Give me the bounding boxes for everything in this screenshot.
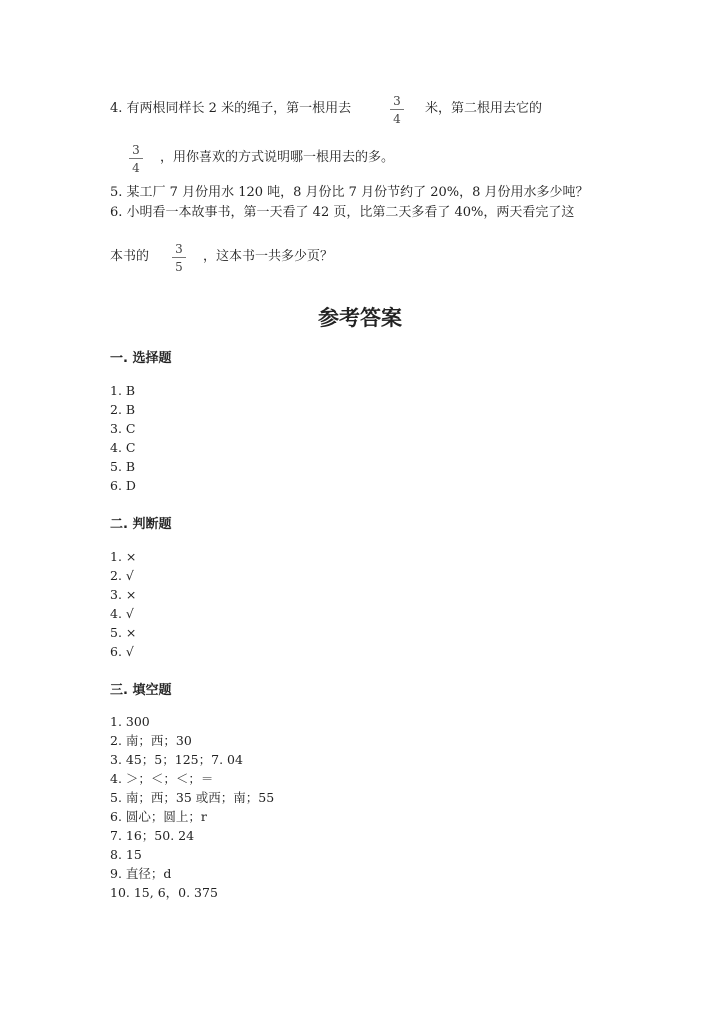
answer-item: 7. 16；50. 24: [110, 828, 195, 843]
answer-item: 3. C: [110, 421, 136, 436]
fraction-bar: [172, 257, 186, 258]
fraction-denominator: 5: [175, 260, 183, 274]
answer-item: 4. √: [110, 606, 134, 621]
fraction-bar: [390, 109, 404, 110]
answer-item: 4. C: [110, 440, 136, 455]
fraction-denominator: 4: [132, 161, 140, 175]
question-6-line-2b: ，这本书一共多少页？: [203, 249, 334, 264]
fraction-numerator: 3: [175, 242, 183, 256]
answer-item: 2. B: [110, 402, 136, 417]
section-heading-judge: 二. 判断题: [110, 517, 172, 532]
fraction-bar: [129, 158, 143, 159]
question-4-line-2: ，用你喜欢的方式说明哪一根用去的多。: [160, 150, 395, 165]
question-6-line-1: 6. 小明看一本故事书，第一天看了 42 页，比第二天多看了 40%，两天看完了这: [110, 205, 575, 220]
answer-item: 5. B: [110, 459, 136, 474]
answer-key-title: 参考答案: [318, 306, 402, 330]
answer-item: 3. ×: [110, 587, 137, 602]
answer-item: 6. 圆心；圆上；r: [110, 809, 207, 824]
answer-item: 5. 南；西；35 或西；南；55: [110, 790, 275, 805]
fraction-denominator: 4: [393, 112, 401, 126]
section-heading-choice: 一. 选择题: [110, 351, 172, 366]
question-4-line-1a: 4. 有两根同样长 2 米的绳子，第一根用去: [110, 101, 352, 116]
answer-item: 6. D: [110, 478, 136, 493]
fraction-3-4-b: [129, 143, 143, 175]
answer-item: 1. B: [110, 383, 136, 398]
answer-item: 2. 南；西；30: [110, 733, 192, 748]
fraction-numerator: 3: [393, 94, 401, 108]
answer-item: 8. 15: [110, 847, 142, 862]
section-heading-fill: 三. 填空题: [110, 683, 172, 698]
answer-item: 9. 直径；d: [110, 866, 172, 881]
question-4-line-1b: 米，第二根用去它的: [425, 101, 543, 116]
fraction-3-4-a: [390, 94, 404, 126]
answer-item: 10. 15, 6，0. 375: [110, 885, 218, 900]
answer-item: 1. 300: [110, 714, 150, 729]
fraction-numerator: 3: [132, 143, 140, 157]
question-6-line-2a: 本书的: [110, 249, 150, 264]
question-5: 5. 某工厂 7 月份用水 120 吨，8 月份比 7 月份节约了 20%，8 月份用水多少吨？: [110, 185, 589, 200]
fraction-3-5: [172, 242, 186, 274]
answer-item: 6. √: [110, 644, 134, 659]
answer-item: 3. 45；5；125；7. 04: [110, 752, 243, 767]
answer-item: 4. ＞；＜；＜；＝: [110, 771, 214, 786]
answer-item: 2. √: [110, 568, 134, 583]
answer-item: 5. ×: [110, 625, 137, 640]
answer-item: 1. ×: [110, 549, 137, 564]
